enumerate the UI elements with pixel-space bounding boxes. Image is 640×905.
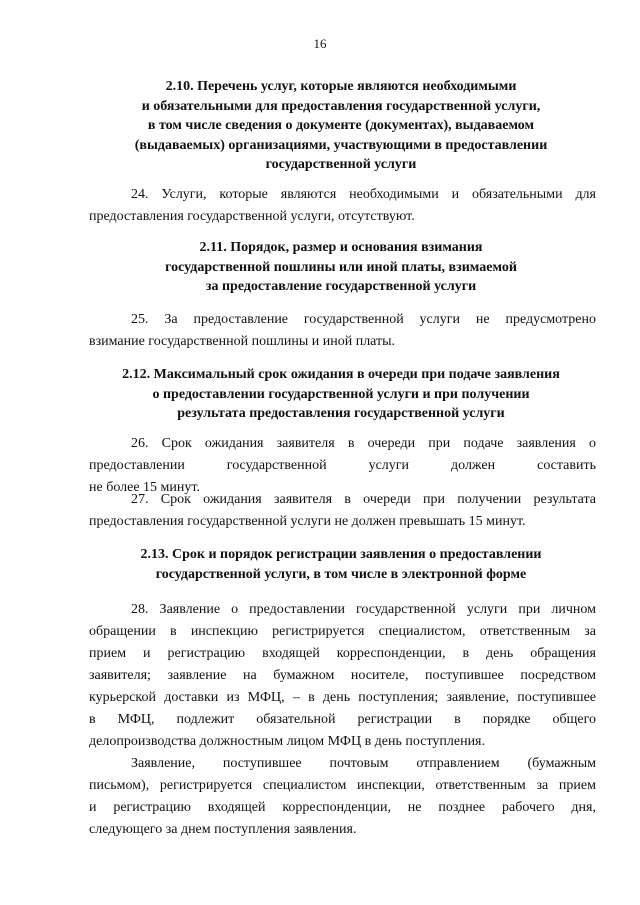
heading-line: за предоставление государственной услуги (205, 279, 477, 294)
heading-line: государственной услуги, в том числе в электронной форме (155, 566, 527, 582)
paragraph-line: 24. Услуги, которые являются необходимыми и обязательными для (131, 187, 596, 202)
paragraph-line: 26. Срок ожидания заявителя в очереди при подаче заявления о (131, 436, 596, 451)
page-number: 16 (313, 36, 327, 51)
heading-line: результата предоставления государственной услуги (177, 406, 505, 421)
section-heading-2-12 (86, 365, 596, 424)
paragraph-line: прием и регистрацию входящей корреспонденции, в день обращения (89, 646, 596, 661)
paragraph-line: обращении в инспекцию регистрируется специалистом, ответственным за (89, 624, 596, 639)
heading-line: 2.13. Срок и порядок регистрации заявления о предоставлении (140, 547, 542, 562)
heading-line: в том числе сведения о документе (документах), выдаваемом (147, 118, 535, 133)
paragraph-line: 27. Срок ожидания заявителя в очереди при получении результата (131, 492, 596, 507)
paragraph-24 (89, 184, 596, 228)
heading-line: о предоставлении государственной услуги и при получении (152, 386, 530, 402)
paragraph-line: следующего за днем поступления заявления. (89, 822, 357, 837)
section-heading-2-10 (86, 77, 596, 175)
heading-line: государственной услуги (265, 157, 417, 172)
paragraph-28 (89, 599, 596, 753)
paragraph-line: и регистрацию входящей корреспонденции, не позднее рабочего дня, (89, 800, 596, 815)
paragraph-28-continued (89, 753, 596, 841)
heading-line: (выдаваемых) организациями, участвующими в предоставлении (134, 137, 548, 153)
paragraph-line: заявителя; заявление на бумажном носителе, поступившее посредством (89, 668, 596, 683)
paragraph-line: делопроизводства должностным лицом МФЦ в день поступления. (89, 734, 485, 749)
heading-line: 2.11. Порядок, размер и основания взимания (199, 240, 483, 255)
paragraph-line: не более 15 минут. (89, 480, 200, 495)
paragraph-line: предоставлении государственной услуги должен составить (89, 458, 596, 473)
paragraph-25 (89, 309, 596, 353)
heading-line: 2.10. Перечень услуг, которые являются необходимыми (165, 79, 517, 94)
heading-line: 2.12. Максимальный срок ожидания в очереди при подаче заявления (122, 367, 560, 382)
paragraph-line: 28. Заявление о предоставлении государственной услуги при личном (131, 602, 596, 617)
heading-line: государственной пошлины или иной платы, взимаемой (165, 259, 517, 275)
paragraph-line: предоставления государственной услуги не должен превышать 15 минут. (89, 514, 526, 529)
paragraph-27 (89, 489, 596, 533)
paragraph-line: взимание государственной пошлины и иной платы. (89, 334, 396, 349)
paragraph-line: курьерской доставки из МФЦ, – в день поступления; заявление, поступившее (89, 690, 596, 705)
heading-line: и обязательными для предоставления государственной услуги, (141, 98, 541, 114)
paragraph-line: 25. За предоставление государственной услуги не предусмотрено (131, 312, 596, 327)
paragraph-line: письмом), регистрируется специалистом инспекции, ответственным за прием (89, 778, 596, 793)
section-heading-2-11 (86, 238, 596, 297)
paragraph-line: Заявление, поступившее почтовым отправлением (бумажным (131, 756, 596, 771)
section-heading-2-13 (86, 545, 596, 584)
paragraph-line: в МФЦ, подлежит обязательной регистрации в порядке общего (89, 712, 596, 727)
paragraph-line: предоставления государственной услуги, отсутствуют. (89, 209, 415, 224)
